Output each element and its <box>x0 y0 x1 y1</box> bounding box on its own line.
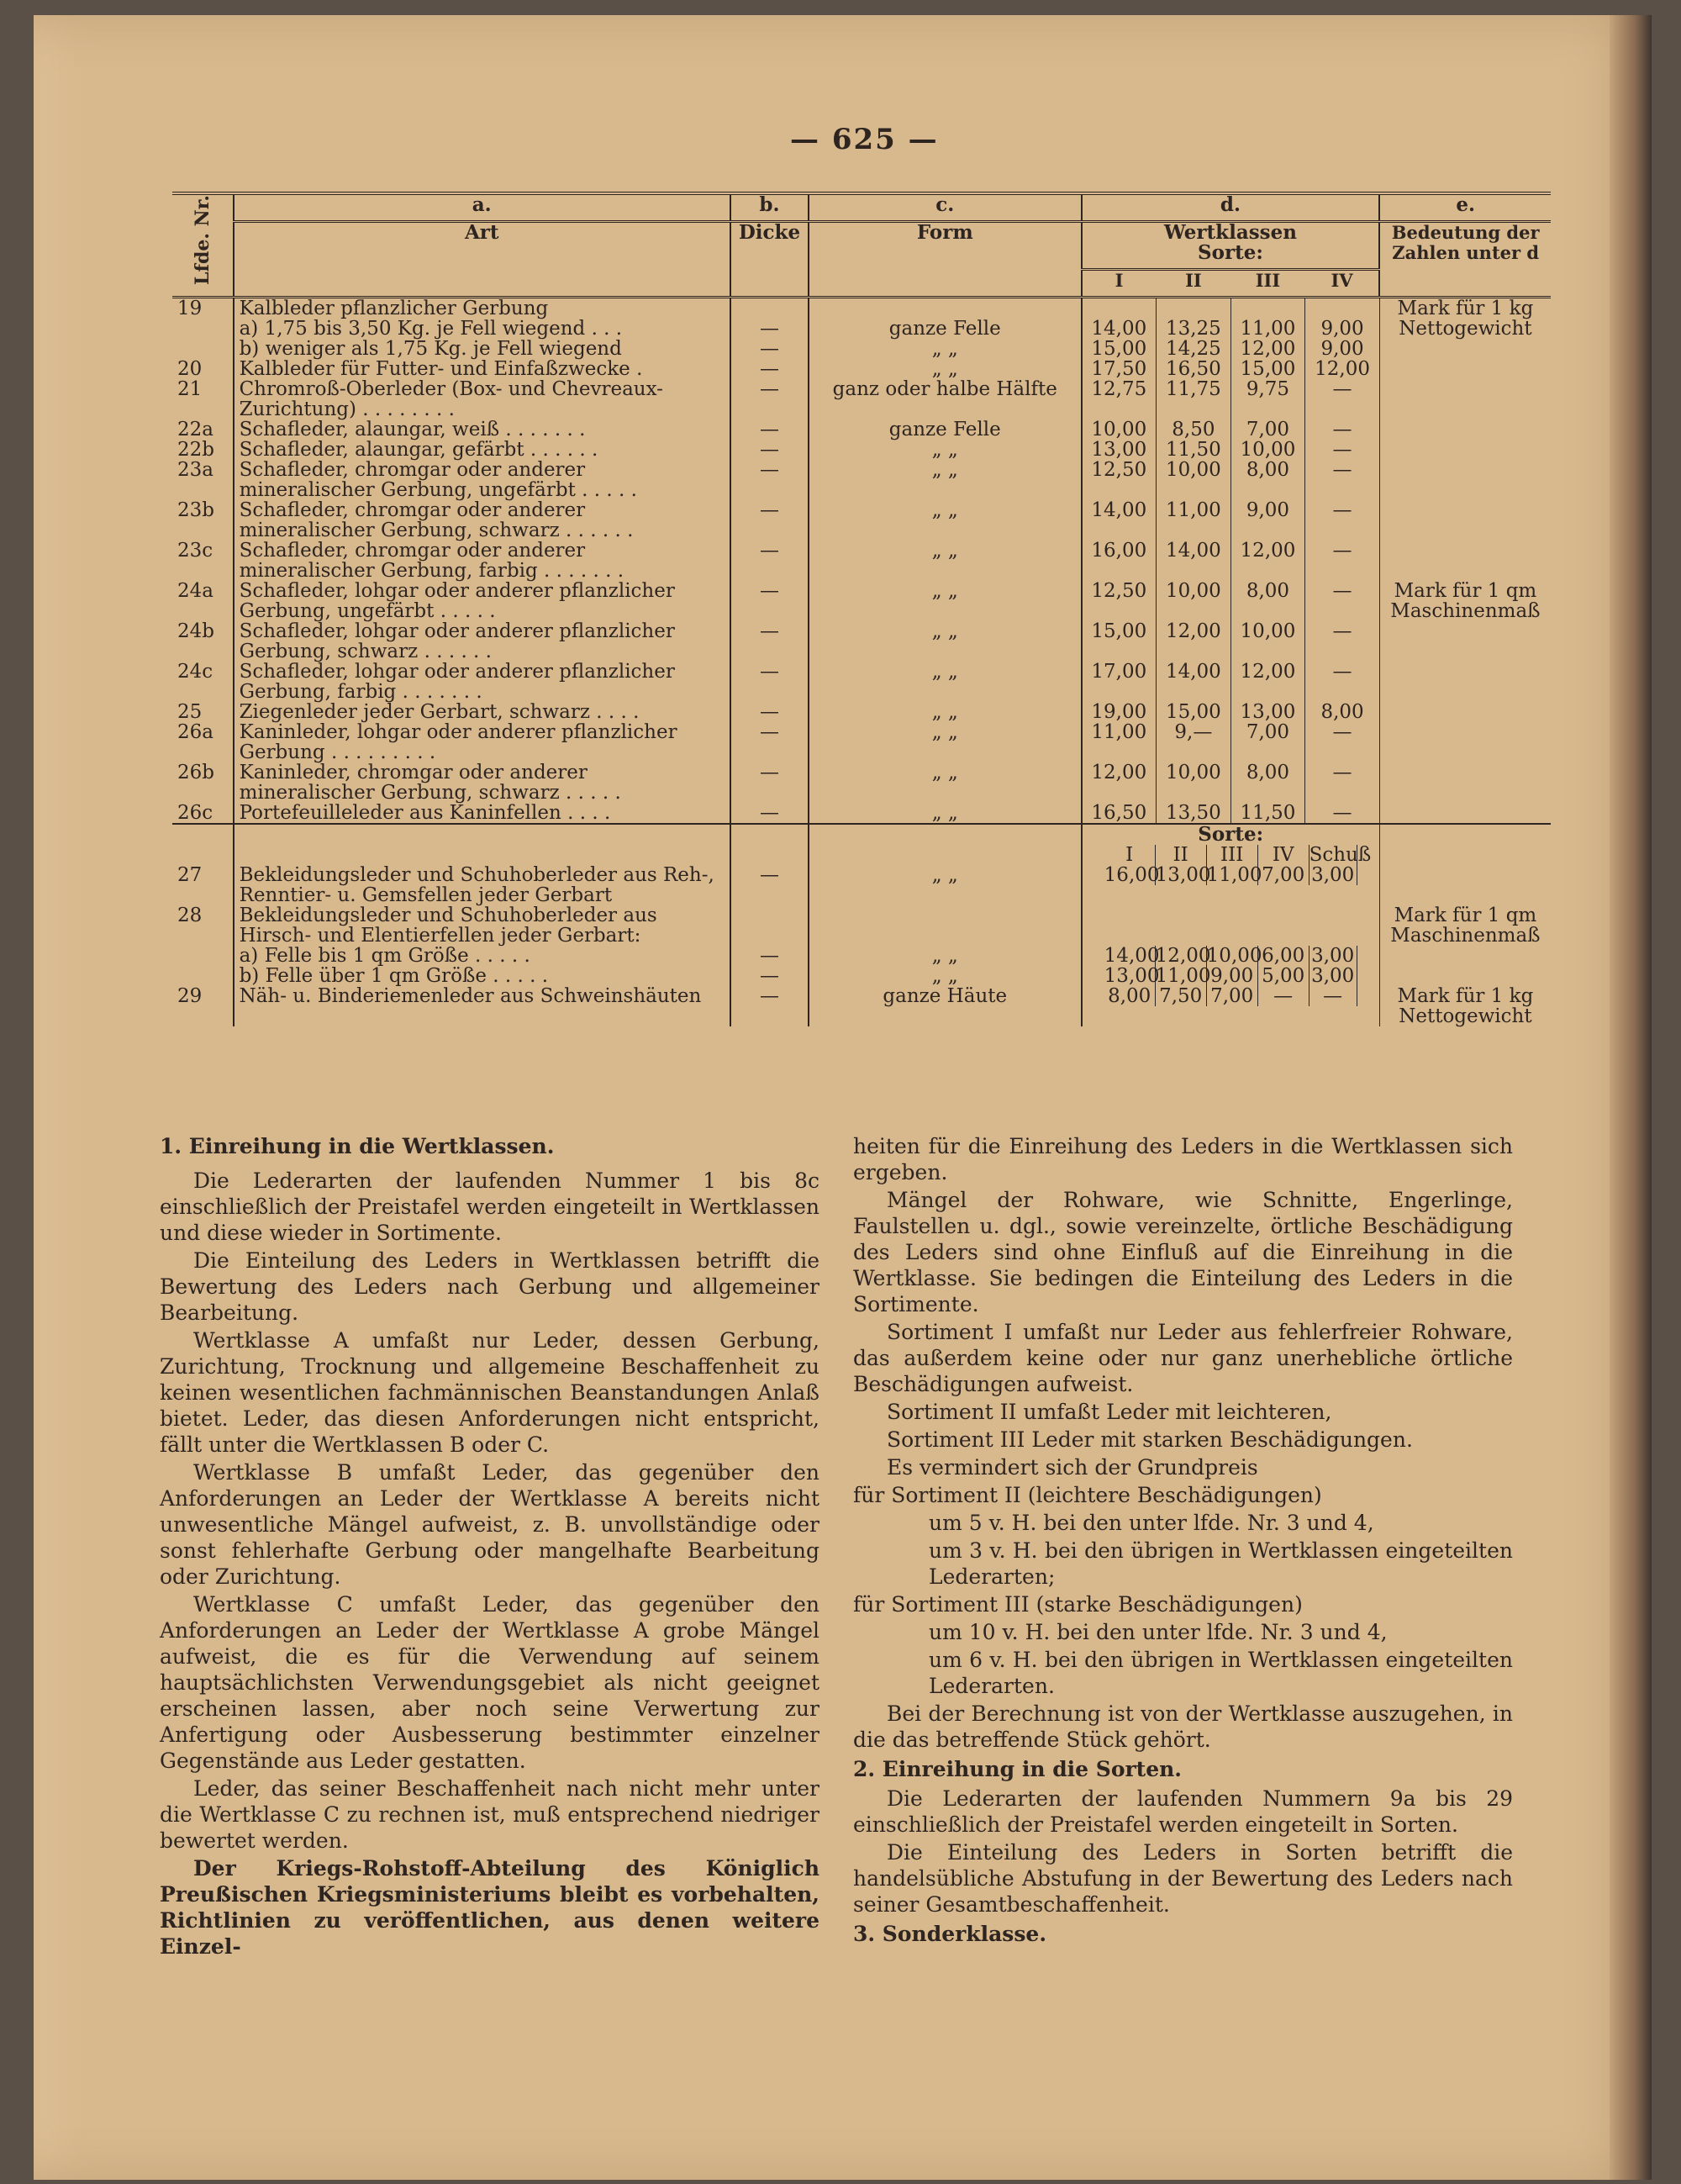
row-dicke: — <box>730 541 809 581</box>
row-art: Schafleder, chromgar oder anderer mineralischer Gerbung, schwarz . . . . . . <box>234 500 730 541</box>
row-value: 13,00 <box>1230 702 1305 722</box>
sort-header: I <box>1104 845 1156 865</box>
page-number: — 625 — <box>790 123 939 156</box>
row-number: 20 <box>172 359 234 379</box>
table-row <box>172 905 1551 946</box>
table-row <box>172 541 1551 581</box>
row-value: 3,00 <box>1309 946 1357 966</box>
row-art: Bekleidungsleder und Schuhoberleder aus Reh-, Renntier- u. Gemsfellen jeder Gerbart <box>234 865 730 905</box>
paragraph: Die Einteilung des Leders in Wertklassen betrifft die Bewertung des Leders nach Gerbung und allgemeiner Bearbeitung. <box>160 1248 819 1325</box>
row-dicke: — <box>730 500 809 541</box>
row-form <box>809 905 1081 946</box>
row-value <box>1082 298 1157 319</box>
table-row <box>172 298 1551 319</box>
row-value: 10,00 <box>1230 621 1305 662</box>
row-form: „ „ <box>809 722 1081 762</box>
table-row <box>172 762 1551 803</box>
row-value: 7,00 <box>1258 865 1309 885</box>
row-value: 9,00 <box>1305 339 1380 359</box>
row-number: 27 <box>172 865 234 905</box>
lower-table-body <box>172 824 1551 1026</box>
row-value <box>1157 298 1231 319</box>
row-art: Kaninleder, lohgar oder anderer pflanzlicher Gerbung . . . . . . . . . <box>234 722 730 762</box>
row-art: b) weniger als 1,75 Kg. je Fell wiegend <box>234 339 730 359</box>
row-value: 9,— <box>1157 722 1231 762</box>
row-values <box>1082 865 1380 905</box>
row-value: 9,00 <box>1207 966 1258 986</box>
row-value: 13,25 <box>1157 319 1231 339</box>
row-art: Portefeuilleleder aus Kaninfellen . . . . <box>234 803 730 824</box>
row-value <box>1230 298 1305 319</box>
row-value: 16,00 <box>1104 864 1160 886</box>
table-row <box>172 702 1551 722</box>
row-form: „ „ <box>809 702 1081 722</box>
row-form: „ „ <box>809 500 1081 541</box>
table-row <box>172 440 1551 460</box>
table-row <box>172 621 1551 662</box>
col-d-letter: d. <box>1082 193 1380 222</box>
row-dicke: — <box>730 621 809 662</box>
row-number: 25 <box>172 702 234 722</box>
col-nr-header: Lfde. Nr. <box>172 193 234 298</box>
row-art: Kalbleder pflanzlicher Gerbung <box>234 298 730 319</box>
row-value: 16,50 <box>1157 359 1231 379</box>
row-form: ganze Häute <box>809 986 1081 1026</box>
row-value: 8,50 <box>1157 419 1231 440</box>
book-spine <box>1610 15 1652 2180</box>
row-art: Schafleder, alaungar, weiß . . . . . . . <box>234 419 730 440</box>
row-value: — <box>1305 662 1380 702</box>
paragraph: Leder, das seiner Beschaffenheit nach nicht mehr unter die Wertklasse C zu rechnen ist, muß entsprechend niedriger bewertet werden. <box>160 1776 819 1853</box>
col-c-title: Form <box>809 222 1081 298</box>
row-values <box>1082 966 1380 986</box>
row-form: „ „ <box>809 359 1081 379</box>
section-heading-2: 2. Einreihung in die Sorten. <box>853 1757 1183 1781</box>
row-form: „ „ <box>809 621 1081 662</box>
row-value: 14,00 <box>1157 662 1231 702</box>
paragraph: um 5 v. H. bei den unter lfde. Nr. 3 und 4, <box>929 1511 1374 1535</box>
row-form <box>809 298 1081 319</box>
lower-header-row <box>172 824 1551 845</box>
row-value: 12,00 <box>1230 662 1305 702</box>
row-value: 15,00 <box>1230 359 1305 379</box>
sort-header: II <box>1156 845 1207 865</box>
row-value: 11,75 <box>1157 379 1231 419</box>
row-value: 8,00 <box>1230 581 1305 621</box>
row-number: 26c <box>172 803 234 824</box>
row-form <box>809 845 1081 865</box>
row-form: „ „ <box>809 662 1081 702</box>
col-b-title: Dicke <box>730 222 809 298</box>
row-dicke: — <box>730 581 809 621</box>
row-number <box>172 946 234 966</box>
row-values <box>1082 986 1380 1026</box>
row-value: 14,00 <box>1082 500 1157 541</box>
section-heading-1: 1. Einreihung in die Wertklassen. <box>160 1134 555 1158</box>
row-value: 11,00 <box>1082 722 1157 762</box>
row-dicke: — <box>730 702 809 722</box>
row-value: 8,00 <box>1230 762 1305 803</box>
row-dicke <box>730 905 809 946</box>
row-value: 12,00 <box>1155 945 1211 967</box>
row-value: 13,00 <box>1155 864 1211 886</box>
table-row <box>172 946 1551 966</box>
row-value: 5,00 <box>1258 966 1309 986</box>
sort-header: II <box>1157 270 1231 298</box>
col-d-title: Wertklassen Sorte: <box>1082 222 1380 270</box>
row-value: — <box>1309 986 1357 1006</box>
row-value: 15,00 <box>1082 621 1157 662</box>
sort-header: Schuß <box>1309 844 1372 866</box>
paragraph: Wertklasse C umfaßt Leder, das gegenüber den Anforderungen an Leder der Wertklasse A grobe Mängel aufweist, die es für die Verwendung auf seinem hauptsächlichsten Verwendungsgebiet als nicht geeignet erscheinen lassen, aber noch seine Verwertung zur Anfertigung oder Ausbesserung bestimmter einzelner Gegenstände aus Leder gestatten. <box>160 1592 819 1773</box>
row-value: 12,00 <box>1230 339 1305 359</box>
row-value: — <box>1305 379 1380 419</box>
row-dicke: — <box>730 379 809 419</box>
row-value: 14,00 <box>1082 319 1157 339</box>
row-value: 15,00 <box>1157 702 1231 722</box>
row-dicke: — <box>730 319 809 339</box>
row-form: „ „ <box>809 440 1081 460</box>
row-dicke <box>730 845 809 865</box>
upper-table-body <box>172 298 1551 825</box>
row-value: — <box>1305 419 1380 440</box>
row-dicke: — <box>730 419 809 440</box>
paragraph: um 3 v. H. bei den übrigen in Wertklassen eingeteilten Lederarten; <box>929 1538 1513 1589</box>
paragraph: Der Kriegs-Rohstoff-Abteilung des Königlich Preußischen Kriegsministeriums bleibt es vorbehalten, Richtlinien zu veröffentlichen, aus denen weitere Einzel- <box>160 1856 819 1959</box>
row-value: 11,50 <box>1157 440 1231 460</box>
table-row <box>172 460 1551 500</box>
paragraph: Bei der Berechnung ist von der Wertklasse auszugehen, in die das betreffende Stück gehört. <box>853 1701 1513 1752</box>
row-art: Bekleidungsleder und Schuhoberleder aus Hirsch- und Elentierfellen jeder Gerbart: <box>234 905 730 946</box>
row-meaning: Mark für 1 qm Maschinenmaß <box>1390 905 1541 947</box>
row-value: 10,00 <box>1157 581 1231 621</box>
row-form: „ „ <box>809 966 1081 986</box>
row-dicke: — <box>730 966 809 986</box>
row-value: — <box>1305 722 1380 762</box>
row-value: 10,00 <box>1230 440 1305 460</box>
col-e-letter: e. <box>1379 193 1551 222</box>
paragraph: Mängel der Rohware, wie Schnitte, Engerlinge, Faulstellen u. dgl., sowie vereinzelte, örtliche Beschädigung des Leders sind ohne Einfluß auf die Einreihung in die Wertklasse. Sie bedingen die Einteilung des Leders in die Sortimente. <box>853 1188 1513 1316</box>
col-c-letter: c. <box>809 193 1081 222</box>
sort-header: III <box>1230 270 1305 298</box>
row-dicke: — <box>730 722 809 762</box>
paragraph: Wertklasse B umfaßt Leder, das gegenüber den Anforderungen an Leder der Wertklasse A bereits nicht unwesentliche Mängel aufweist, z. B. unvollständige oder sonst fehlerhafte Gerbung oder mangelhafte Bearbeitung oder Zurichtung. <box>160 1460 819 1589</box>
row-value: — <box>1305 440 1380 460</box>
row-value: 3,00 <box>1309 865 1357 885</box>
row-number: 29 <box>172 986 234 1026</box>
row-meaning: Mark für 1 kg Nettogewicht <box>1397 985 1534 1027</box>
row-value: 12,00 <box>1230 541 1305 581</box>
row-number <box>172 339 234 359</box>
row-value: — <box>1305 500 1380 541</box>
table-row <box>172 319 1551 339</box>
row-value: 7,00 <box>1230 419 1305 440</box>
table-row <box>172 581 1551 621</box>
sort-header: IV <box>1258 845 1309 865</box>
row-value: 6,00 <box>1258 946 1309 966</box>
row-number: 19 <box>172 298 234 319</box>
row-value: 7,00 <box>1207 986 1258 1006</box>
row-art <box>234 824 730 845</box>
row-values <box>1082 946 1380 966</box>
paragraph: Sortiment II umfaßt Leder mit leichteren, <box>887 1400 1332 1424</box>
row-dicke: — <box>730 662 809 702</box>
row-value: 17,50 <box>1082 359 1157 379</box>
row-number: 24c <box>172 662 234 702</box>
row-art: Kaninleder, chromgar oder anderer mineralischer Gerbung, schwarz . . . . . <box>234 762 730 803</box>
table-row <box>172 803 1551 824</box>
paragraph: heiten für die Einreihung des Leders in die Wertklassen sich ergeben. <box>853 1134 1513 1184</box>
row-number: 24a <box>172 581 234 621</box>
row-value: — <box>1305 581 1380 621</box>
row-value: 10,00 <box>1157 762 1231 803</box>
row-art: Kalbleder für Futter- und Einfaßzwecke . <box>234 359 730 379</box>
table-row <box>172 722 1551 762</box>
row-value: — <box>1305 621 1380 662</box>
row-art: a) Felle bis 1 qm Größe . . . . . <box>234 946 730 966</box>
right-text-column <box>853 1133 1513 1947</box>
paragraph: Die Lederarten der laufenden Nummer 1 bis 8c einschließlich der Preistafel werden eingeteilt in Wertklassen und diese wieder in Sortimente. <box>160 1168 819 1245</box>
row-value: 11,00 <box>1155 965 1211 987</box>
row-number <box>172 966 234 986</box>
row-dicke <box>730 824 809 845</box>
row-art <box>234 845 730 865</box>
row-art: Schafleder, lohgar oder anderer pflanzlicher Gerbung, ungefärbt . . . . . <box>234 581 730 621</box>
table-row <box>172 865 1551 905</box>
row-value: 13,00 <box>1104 965 1160 987</box>
row-form <box>809 824 1081 845</box>
row-value: 11,00 <box>1157 500 1231 541</box>
row-value: 12,50 <box>1082 581 1157 621</box>
row-form: ganze Felle <box>809 319 1081 339</box>
row-value: 7,00 <box>1230 722 1305 762</box>
row-value <box>1305 298 1380 319</box>
row-dicke: — <box>730 359 809 379</box>
paragraph: um 10 v. H. bei den unter lfde. Nr. 3 und 4, <box>929 1620 1388 1644</box>
row-number <box>172 824 234 845</box>
paragraph: Die Einteilung des Leders in Sorten betrifft die handelsübliche Abstufung in der Bewertung des Leders nach seiner Gesamtbeschaffenheit. <box>853 1840 1513 1917</box>
section-heading-3: 3. Sonderklasse. <box>853 1922 1047 1946</box>
table-row <box>172 500 1551 541</box>
paragraph: Sortiment III Leder mit starken Beschädigungen. <box>887 1427 1413 1452</box>
lower-sort-headers <box>1082 845 1380 865</box>
row-value: — <box>1305 541 1380 581</box>
row-value: 9,00 <box>1230 500 1305 541</box>
paragraph: für Sortiment II (leichtere Beschädigungen) <box>853 1483 1322 1507</box>
row-value: 14,00 <box>1157 541 1231 581</box>
row-value: 11,00 <box>1230 319 1305 339</box>
row-form: „ „ <box>809 803 1081 824</box>
row-value: 11,00 <box>1206 864 1262 886</box>
row-value: 12,75 <box>1082 379 1157 419</box>
row-value: 8,00 <box>1104 986 1156 1006</box>
row-number: 22a <box>172 419 234 440</box>
row-dicke: — <box>730 986 809 1026</box>
row-value: 10,00 <box>1206 945 1262 967</box>
row-dicke: — <box>730 440 809 460</box>
paragraph: Es vermindert sich der Grundpreis <box>887 1455 1258 1480</box>
row-number: 23b <box>172 500 234 541</box>
row-art: Schafleder, chromgar oder anderer mineralischer Gerbung, farbig . . . . . . . <box>234 541 730 581</box>
row-value: 12,50 <box>1082 460 1157 500</box>
row-meaning <box>1379 824 1551 845</box>
row-dicke: — <box>730 803 809 824</box>
row-number: 26b <box>172 762 234 803</box>
table-row <box>172 339 1551 359</box>
row-number: 26a <box>172 722 234 762</box>
row-value: 13,50 <box>1157 803 1231 824</box>
row-number: 23c <box>172 541 234 581</box>
row-form: „ „ <box>809 460 1081 500</box>
row-value: 14,25 <box>1157 339 1231 359</box>
paragraph: für Sortiment III (starke Beschädigungen) <box>853 1592 1303 1617</box>
col-e-title: Bedeutung der Zahlen unter d <box>1379 222 1551 298</box>
sort-header: IV <box>1305 270 1380 298</box>
row-number: 23a <box>172 460 234 500</box>
row-value: 10,00 <box>1157 460 1231 500</box>
row-value: 10,00 <box>1082 419 1157 440</box>
table-row <box>172 966 1551 986</box>
row-value: — <box>1305 460 1380 500</box>
row-number: 22b <box>172 440 234 460</box>
row-form: „ „ <box>809 762 1081 803</box>
paragraph: Die Lederarten der laufenden Nummern 9a bis 29 einschließlich der Preistafel werden eingeteilt in Sorten. <box>853 1786 1513 1837</box>
col-a-title: Art <box>234 222 730 298</box>
table-row <box>172 419 1551 440</box>
row-value: 3,00 <box>1309 966 1357 986</box>
row-form: „ „ <box>809 339 1081 359</box>
row-art: a) 1,75 bis 3,50 Kg. je Fell wiegend . . . <box>234 319 730 339</box>
row-dicke: — <box>730 946 809 966</box>
row-value: 11,50 <box>1230 803 1305 824</box>
row-dicke: — <box>730 865 809 905</box>
row-value: 9,75 <box>1230 379 1305 419</box>
row-form: „ „ <box>809 865 1081 905</box>
row-art: Schafleder, lohgar oder anderer pflanzlicher Gerbung, schwarz . . . . . . <box>234 621 730 662</box>
row-form: ganze Felle <box>809 419 1081 440</box>
row-value: 7,50 <box>1156 986 1207 1006</box>
row-art: Schafleder, alaungar, gefärbt . . . . . . <box>234 440 730 460</box>
row-meaning: Mark für 1 qm Maschinenmaß <box>1390 580 1541 622</box>
row-meaning: Mark für 1 kg Nettogewicht <box>1397 298 1534 340</box>
row-value: — <box>1305 762 1380 803</box>
col-b-letter: b. <box>730 193 809 222</box>
row-art: Schafleder, chromgar oder anderer mineralischer Gerbung, ungefärbt . . . . . <box>234 460 730 500</box>
row-value: 19,00 <box>1082 702 1157 722</box>
row-value: — <box>1305 803 1380 824</box>
row-number: 21 <box>172 379 234 419</box>
paragraph: Wertklasse A umfaßt nur Leder, dessen Gerbung, Zurichtung, Trocknung und allgemeine Beschaffenheit zu keinen wesentlichen fachmännischen Beanstandungen Anlaß bietet. Leder, das diesen Anforderungen nicht entspricht, fällt unter die Wertklassen B oder C. <box>160 1328 819 1457</box>
col-a-letter: a. <box>234 193 730 222</box>
row-form: „ „ <box>809 946 1081 966</box>
table-row <box>172 662 1551 702</box>
sort-header: III <box>1207 845 1258 865</box>
row-values <box>1082 905 1380 946</box>
row-value: 14,00 <box>1104 945 1160 967</box>
row-form: ganz oder halbe Hälfte <box>809 379 1081 419</box>
row-value: 12,00 <box>1305 359 1380 379</box>
sort-header: I <box>1082 270 1157 298</box>
row-dicke: — <box>730 460 809 500</box>
paragraph: um 6 v. H. bei den übrigen in Wertklassen eingeteilten Lederarten. <box>929 1648 1513 1698</box>
row-value: 15,00 <box>1082 339 1157 359</box>
row-value: 13,00 <box>1082 440 1157 460</box>
row-value: 16,50 <box>1082 803 1157 824</box>
row-number <box>172 319 234 339</box>
row-value: 8,00 <box>1230 460 1305 500</box>
row-form: „ „ <box>809 541 1081 581</box>
book-page <box>34 15 1652 2180</box>
row-value: 8,00 <box>1305 702 1380 722</box>
row-dicke: — <box>730 339 809 359</box>
row-value: 17,00 <box>1082 662 1157 702</box>
row-value: 16,00 <box>1082 541 1157 581</box>
row-dicke: — <box>730 762 809 803</box>
table-row <box>172 359 1551 379</box>
paragraph: Sortiment I umfaßt nur Leder aus fehlerfreier Rohware, das außerdem keine oder nur ganz unerhebliche örtliche Beschädigungen aufweist. <box>853 1320 1513 1396</box>
leather-price-table <box>172 192 1551 1026</box>
row-art: b) Felle über 1 qm Größe . . . . . <box>234 966 730 986</box>
row-number: 24b <box>172 621 234 662</box>
table-row <box>172 379 1551 419</box>
lower-sorte-label: Sorte: <box>1082 824 1380 845</box>
left-text-column <box>160 1133 819 1961</box>
row-meaning <box>1379 845 1551 865</box>
lower-header-row <box>172 845 1551 865</box>
row-value: 12,00 <box>1157 621 1231 662</box>
table-row <box>172 986 1551 1026</box>
row-art: Chromroß-Oberleder (Box- und Chevreaux-Zurichtung) . . . . . . . . <box>234 379 730 419</box>
row-form: „ „ <box>809 581 1081 621</box>
row-number <box>172 845 234 865</box>
row-art: Näh- u. Binderiemenleder aus Schweinshäuten <box>234 986 730 1026</box>
row-dicke <box>730 298 809 319</box>
row-value: 12,00 <box>1082 762 1157 803</box>
row-value: — <box>1258 986 1309 1006</box>
row-number: 28 <box>172 905 234 946</box>
row-art: Ziegenleder jeder Gerbart, schwarz . . . . <box>234 702 730 722</box>
row-art: Schafleder, lohgar oder anderer pflanzlicher Gerbung, farbig . . . . . . . <box>234 662 730 702</box>
row-value: 9,00 <box>1305 319 1380 339</box>
